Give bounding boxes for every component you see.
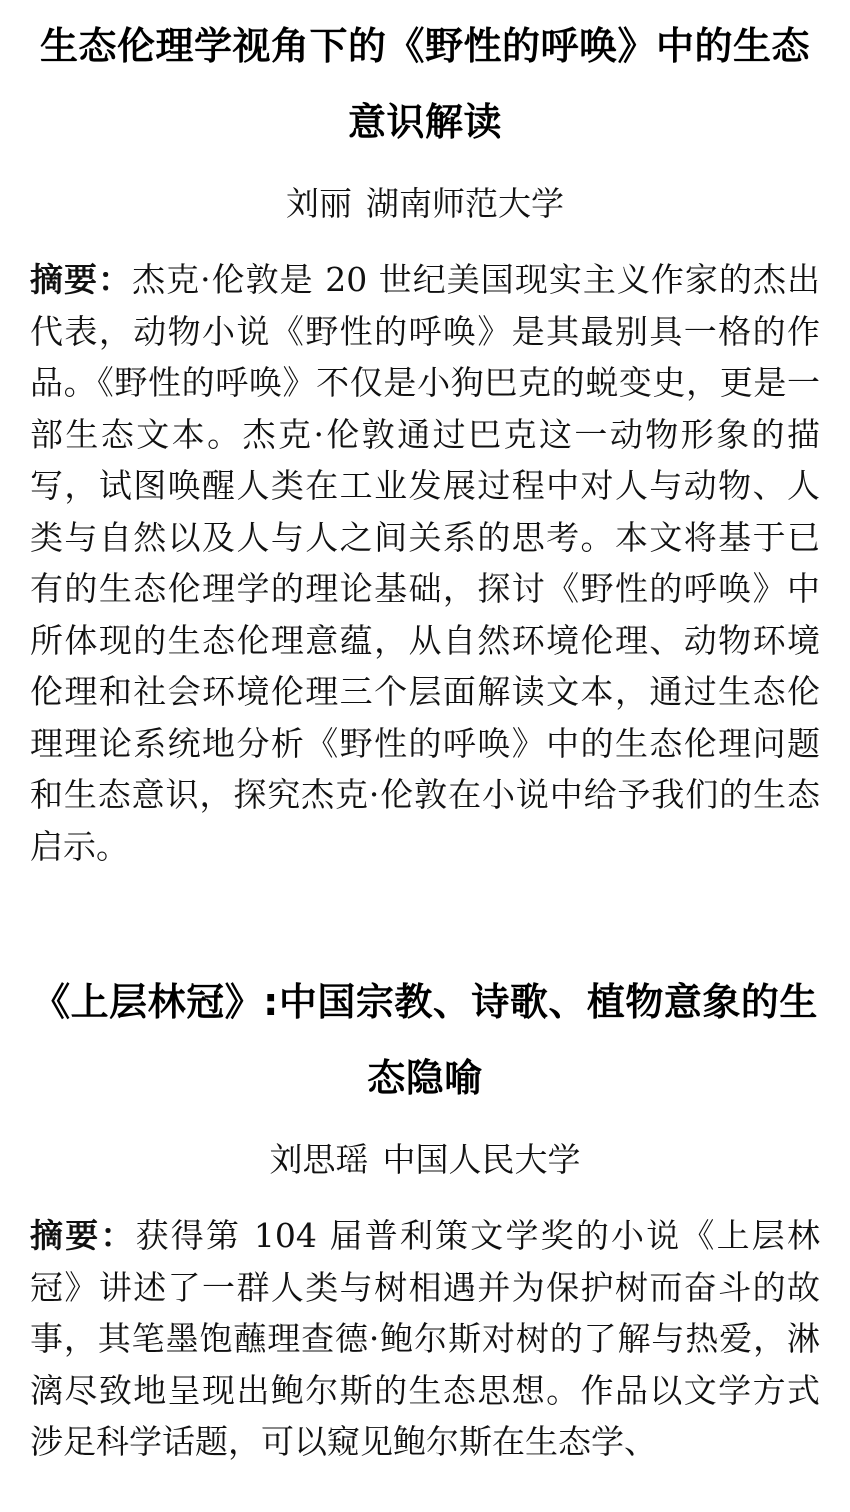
article-title: 《上层林冠》:中国宗教、诗歌、植物意象的生态隐喻	[32, 980, 818, 1100]
author-affiliation: 中国人民大学	[382, 1140, 581, 1179]
article-1	[30, 8, 820, 872]
article-title: 生态伦理学视角下的《野性的呼唤》中的生态意识解读	[39, 24, 810, 144]
abstract-text: 杰克·伦敦是 20 世纪美国现实主义作家的杰出代表，动物小说《野性的呼唤》是其最别具一格的作品。《野性的呼唤》不仅是小狗巴克的蜕变史，更是一部生态文本。杰克·伦敦通过巴克这一动物形象的描写，试图唤醒人类在工业发展过程中对人与动物、人类与自然以及人与人之间关系的思考。本文将基于已有的生态伦理学的理论基础，探讨《野性的呼唤》中所体现的生态伦理意蕴，从自然环境伦理、动物环境伦理和社会环境伦理三个层面解读文本，通过生态伦理理论系统地分析《野性的呼唤》中的生态伦理问题和生态意识，探究杰克·伦敦在小说中给予我们的生态启示。	[30, 260, 821, 866]
abstract-paragraph	[30, 1210, 820, 1468]
author-line	[30, 1138, 820, 1182]
abstract-text: 获得第 104 届普利策文学奖的小说《上层林冠》讲述了一群人类与树相遇并为保护树而奋斗的故事，其笔墨饱蘸理查德·鲍尔斯对树的了解与热爱，淋漓尽致地呈现出鲍尔斯的生态思想。作品以文学方式涉足科学话题，可以窥见鲍尔斯在生态学、	[30, 1216, 820, 1461]
abstract-paragraph	[30, 254, 820, 872]
author-affiliation: 湖南师范大学	[366, 184, 564, 223]
article-2	[30, 964, 820, 1468]
author-line	[30, 182, 820, 226]
abstract-label: 摘要：	[30, 1216, 136, 1255]
author-name: 刘思瑶	[269, 1140, 369, 1179]
author-name: 刘丽	[286, 184, 352, 223]
abstract-label: 摘要：	[30, 260, 133, 299]
